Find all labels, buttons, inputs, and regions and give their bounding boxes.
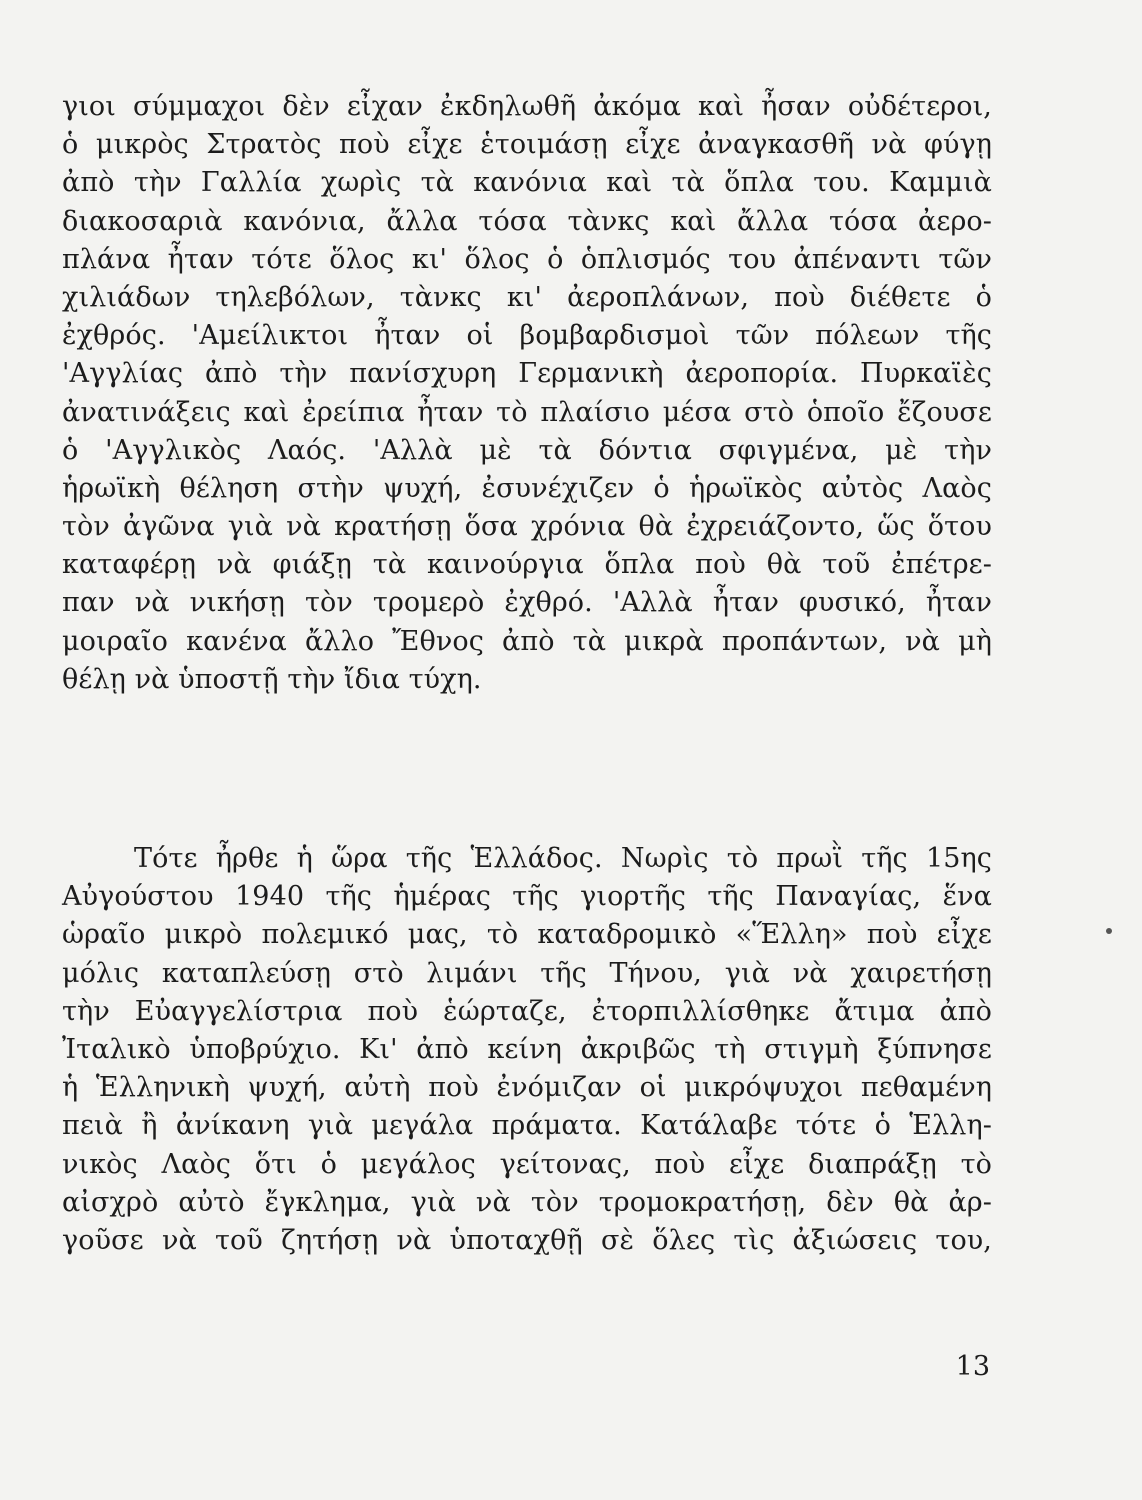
page-number: 13	[955, 1351, 990, 1382]
paragraph-2-line: ἡ Ἑλληνικὴ ψυχή, αὐτὴ ποὺ ἐνόμιζαν οἱ μικρόψυχοι πεθαμένη	[62, 1072, 992, 1104]
paragraph-1-line: μοιραῖο κανένα ἄλλο Ἔθνος ἀπὸ τὰ μικρὰ προπάντων, νὰ μὴ	[62, 625, 992, 657]
paragraph-2-line: γοῦσε νὰ τοῦ ζητήσῃ νὰ ὑποταχθῇ σὲ ὅλες τὶς ἀξιώσεις του,	[62, 1224, 992, 1256]
paragraph-1-line: ἐχθρός. 'Αμείλικτοι ἦταν οἱ βομβαρδισμοὶ τῶν πόλεων τῆς	[62, 320, 992, 352]
paragraph-1-line: θέλῃ νὰ ὑποστῇ τὴν ἴδια τύχη.	[62, 663, 482, 695]
paragraph-1-line: διακοσαριὰ κανόνια, ἄλλα τόσα τὰνκς καὶ ἄλλα τόσα ἀερο-	[62, 205, 992, 237]
paragraph-1-line: ἀνατινάξεις καὶ ἐρείπια ἦταν τὸ πλαίσιο μέσα στὸ ὁποῖο ἔζουσε	[62, 396, 992, 428]
paragraph-1-line: πλάνα ἦταν τότε ὅλος κι' ὅλος ὁ ὁπλισμός του ἀπέναντι τῶν	[62, 243, 992, 275]
paragraph-1-line: γιοι σύμμαχοι δὲν εἶχαν ἐκδηλωθῆ ἀκόμα καὶ ἦσαν οὐδέτεροι,	[62, 91, 992, 122]
paragraph-2-line: μόλις καταπλεύσῃ στὸ λιμάνι τῆς Τήνου, γιὰ νὰ χαιρετήσῃ	[62, 957, 992, 989]
paragraph-1-line: ἀπὸ τὴν Γαλλία χωρὶς τὰ κανόνια καὶ τὰ ὅπλα του. Καμμιὰ	[62, 167, 992, 199]
paragraph-1-line: ὁ 'Αγγλικὸς Λαός. 'Αλλὰ μὲ τὰ δόντια σφιγμένα, μὲ τὴν	[62, 434, 992, 466]
paragraph-1-line: τὸν ἀγῶνα γιὰ νὰ κρατήσῃ ὅσα χρόνια θὰ ἐχρειάζοντο, ὥς ὅτου	[62, 511, 992, 543]
paragraph-1-line: 'Αγγλίας ἀπὸ τὴν πανίσχυρη Γερμανικὴ ἀεροπορία. Πυρκαϊὲς	[62, 358, 992, 390]
paragraph-1-line: παν νὰ νικήσῃ τὸν τρομερὸ ἐχθρό. 'Αλλὰ ἦταν φυσικό, ἦταν	[62, 587, 992, 619]
paragraph-2-line: αἰσχρὸ αὐτὸ ἔγκλημα, γιὰ νὰ τὸν τρομοκρατήσῃ, δὲν θὰ ἀρ-	[62, 1186, 992, 1218]
paragraph-1-line: ὁ μικρὸς Στρατὸς ποὺ εἶχε ἑτοιμάσῃ εἶχε ἀναγκασθῆ νὰ φύγῃ	[62, 129, 992, 161]
paragraph-1-line: ἡρωϊκὴ θέληση στὴν ψυχή, ἐσυνέχιζεν ὁ ἡρωϊκὸς αὐτὸς Λαὸς	[62, 472, 992, 504]
paragraph-2-line: νικὸς Λαὸς ὅτι ὁ μεγάλος γείτονας, ποὺ εἶχε διαπράξῃ τὸ	[62, 1148, 992, 1180]
paragraph-2-line: Ἰταλικὸ ὑποβρύχιο. Κι' ἀπὸ κείνη ἀκριβῶς τὴ στιγμὴ ξύπνησε	[62, 1033, 992, 1065]
paragraph-1	[62, 88, 992, 699]
paragraph-2-line: Τότε ἦρθε ἡ ὥρα τῆς Ἑλλάδος. Νωρὶς τὸ πρωῒ τῆς 15ης	[134, 843, 992, 874]
paragraph-2-line: Αὐγούστου 1940 τῆς ἡμέρας τῆς γιορτῆς τῆς Παναγίας, ἕνα	[62, 881, 992, 913]
paragraph-2	[62, 840, 992, 1260]
paragraph-2-line: πειὰ ἢ ἀνίκανη γιὰ μεγάλα πράματα. Κατάλαβε τότε ὁ Ἑλλη-	[62, 1110, 992, 1142]
paragraph-2-line: τὴν Εὐαγγελίστρια ποὺ ἑώρταζε, ἐτορπιλλίσθηκε ἄτιμα ἀπὸ	[62, 995, 992, 1027]
paragraph-1-line: καταφέρῃ νὰ φιάξῃ τὰ καινούργια ὅπλα ποὺ θὰ τοῦ ἐπέτρε-	[62, 549, 992, 581]
paragraph-1-line: χιλιάδων τηλεβόλων, τὰνκς κι' ἀεροπλάνων, ποὺ διέθετε ὁ	[62, 281, 992, 313]
ink-speck	[1106, 928, 1112, 934]
paragraph-2-line: ὡραῖο μικρὸ πολεμικό μας, τὸ καταδρομικὸ «Ἕλλη» ποὺ εἶχε	[62, 919, 992, 951]
